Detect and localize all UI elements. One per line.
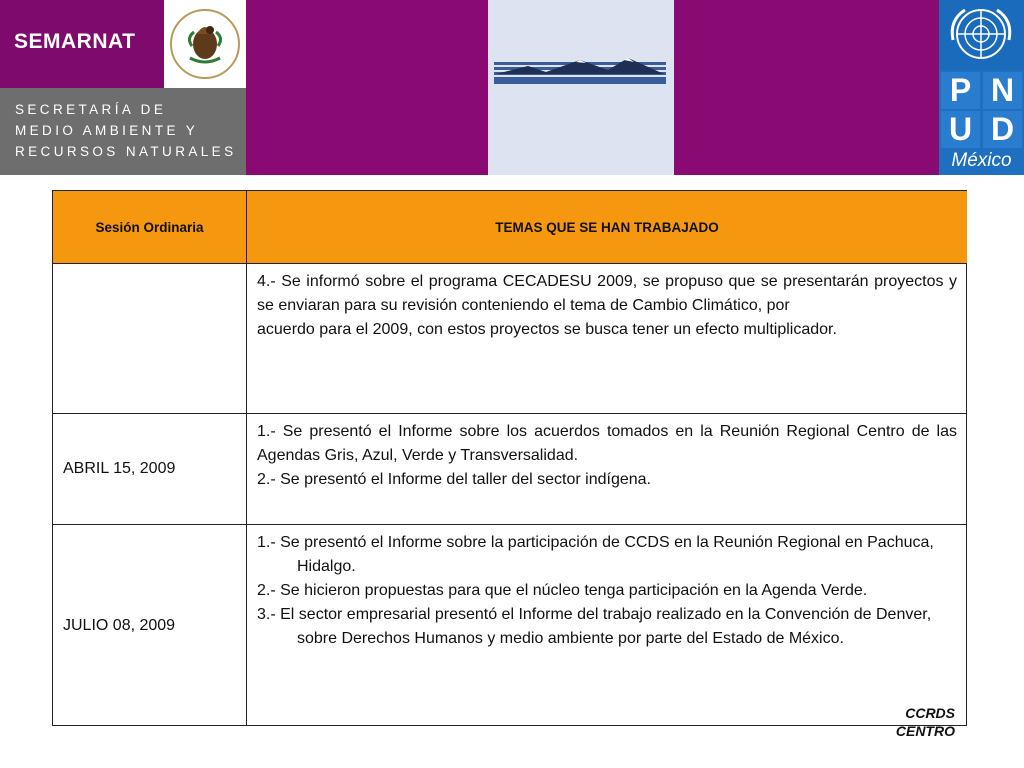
sessions-table (52, 190, 967, 739)
pnud-letter-u: U (941, 111, 980, 148)
table-row-1-date (53, 264, 247, 414)
row-3-paragraph-1: 1.- Se presentó el Informe sobre la participación de CCDS en la Reunión Regional en Pachuca, Hidalgo. (257, 534, 934, 575)
table-row-2-topics (247, 414, 967, 525)
pnud-letter-p: P (941, 72, 980, 109)
row-3-paragraph-3: 3.- El sector empresarial presentó el Informe del trabajo realizado en la Convención de Denver, sobre Derechos Humanos y medio ambiente por parte del Estado de México. (257, 606, 932, 647)
pnud-letter-n: N (983, 72, 1022, 109)
pnud-letters (941, 72, 1022, 148)
semarnat-wordmark: SEMARNAT (14, 30, 136, 53)
table-row-2-date: ABRIL 15, 2009 (53, 414, 247, 525)
secretaria-block (0, 88, 246, 175)
mountains-logo-icon (488, 0, 674, 175)
ccrds-centro-note (896, 704, 955, 740)
pnud-letter-d: D (983, 111, 1022, 148)
column-header-session: Sesión Ordinaria (53, 191, 247, 264)
footer-note-line-1: CCRDS (905, 705, 955, 721)
secretaria-line-3: RECURSOS NATURALES (15, 144, 237, 159)
eagle-seal-icon (164, 0, 246, 88)
secretaria-line-1: SECRETARÍA DE (15, 102, 167, 117)
column-header-topics: TEMAS QUE SE HAN TRABAJADO (247, 191, 967, 264)
row-1-paragraph-1: 4.- Se informó sobre el programa CECADESU 2009, se propuso que se presentarán proyectos y se enviaran para su revisión conteniendo el tema de Cambio Climático, por (257, 273, 957, 314)
row-1-paragraph-2: acuerdo para el 2009, con estos proyectos se busca tener un efecto multiplicador. (257, 321, 837, 338)
footer-note-line-2: CENTRO (895, 723, 955, 739)
table-row-3-topics (247, 525, 967, 739)
secretaria-line-2: MEDIO AMBIENTE Y (15, 123, 199, 138)
un-globe-icon (939, 0, 1024, 70)
un-emblem (939, 0, 1024, 70)
row-2-paragraph-2: 2.- Se presentó el Informe del taller del sector indígena. (257, 471, 651, 488)
row-2-paragraph-1: 1.- Se presentó el Informe sobre los acuerdos tomados en la Reunión Regional Centro de las Agendas Gris, Azul, Verde y Transversalidad. (257, 423, 957, 464)
table-row-3-date: JULIO 08, 2009 (53, 525, 247, 726)
header-banner (0, 0, 1024, 175)
row-3-paragraph-2: 2.- Se hicieron propuestas para que el núcleo tenga participación en la Agenda Verde. (257, 582, 868, 599)
mexican-seal-logo (164, 0, 246, 88)
ccds-logo (488, 0, 674, 175)
pnud-country-label: México (951, 150, 1012, 171)
semarnat-logo (0, 0, 164, 88)
table-row-1-topics (247, 264, 967, 414)
